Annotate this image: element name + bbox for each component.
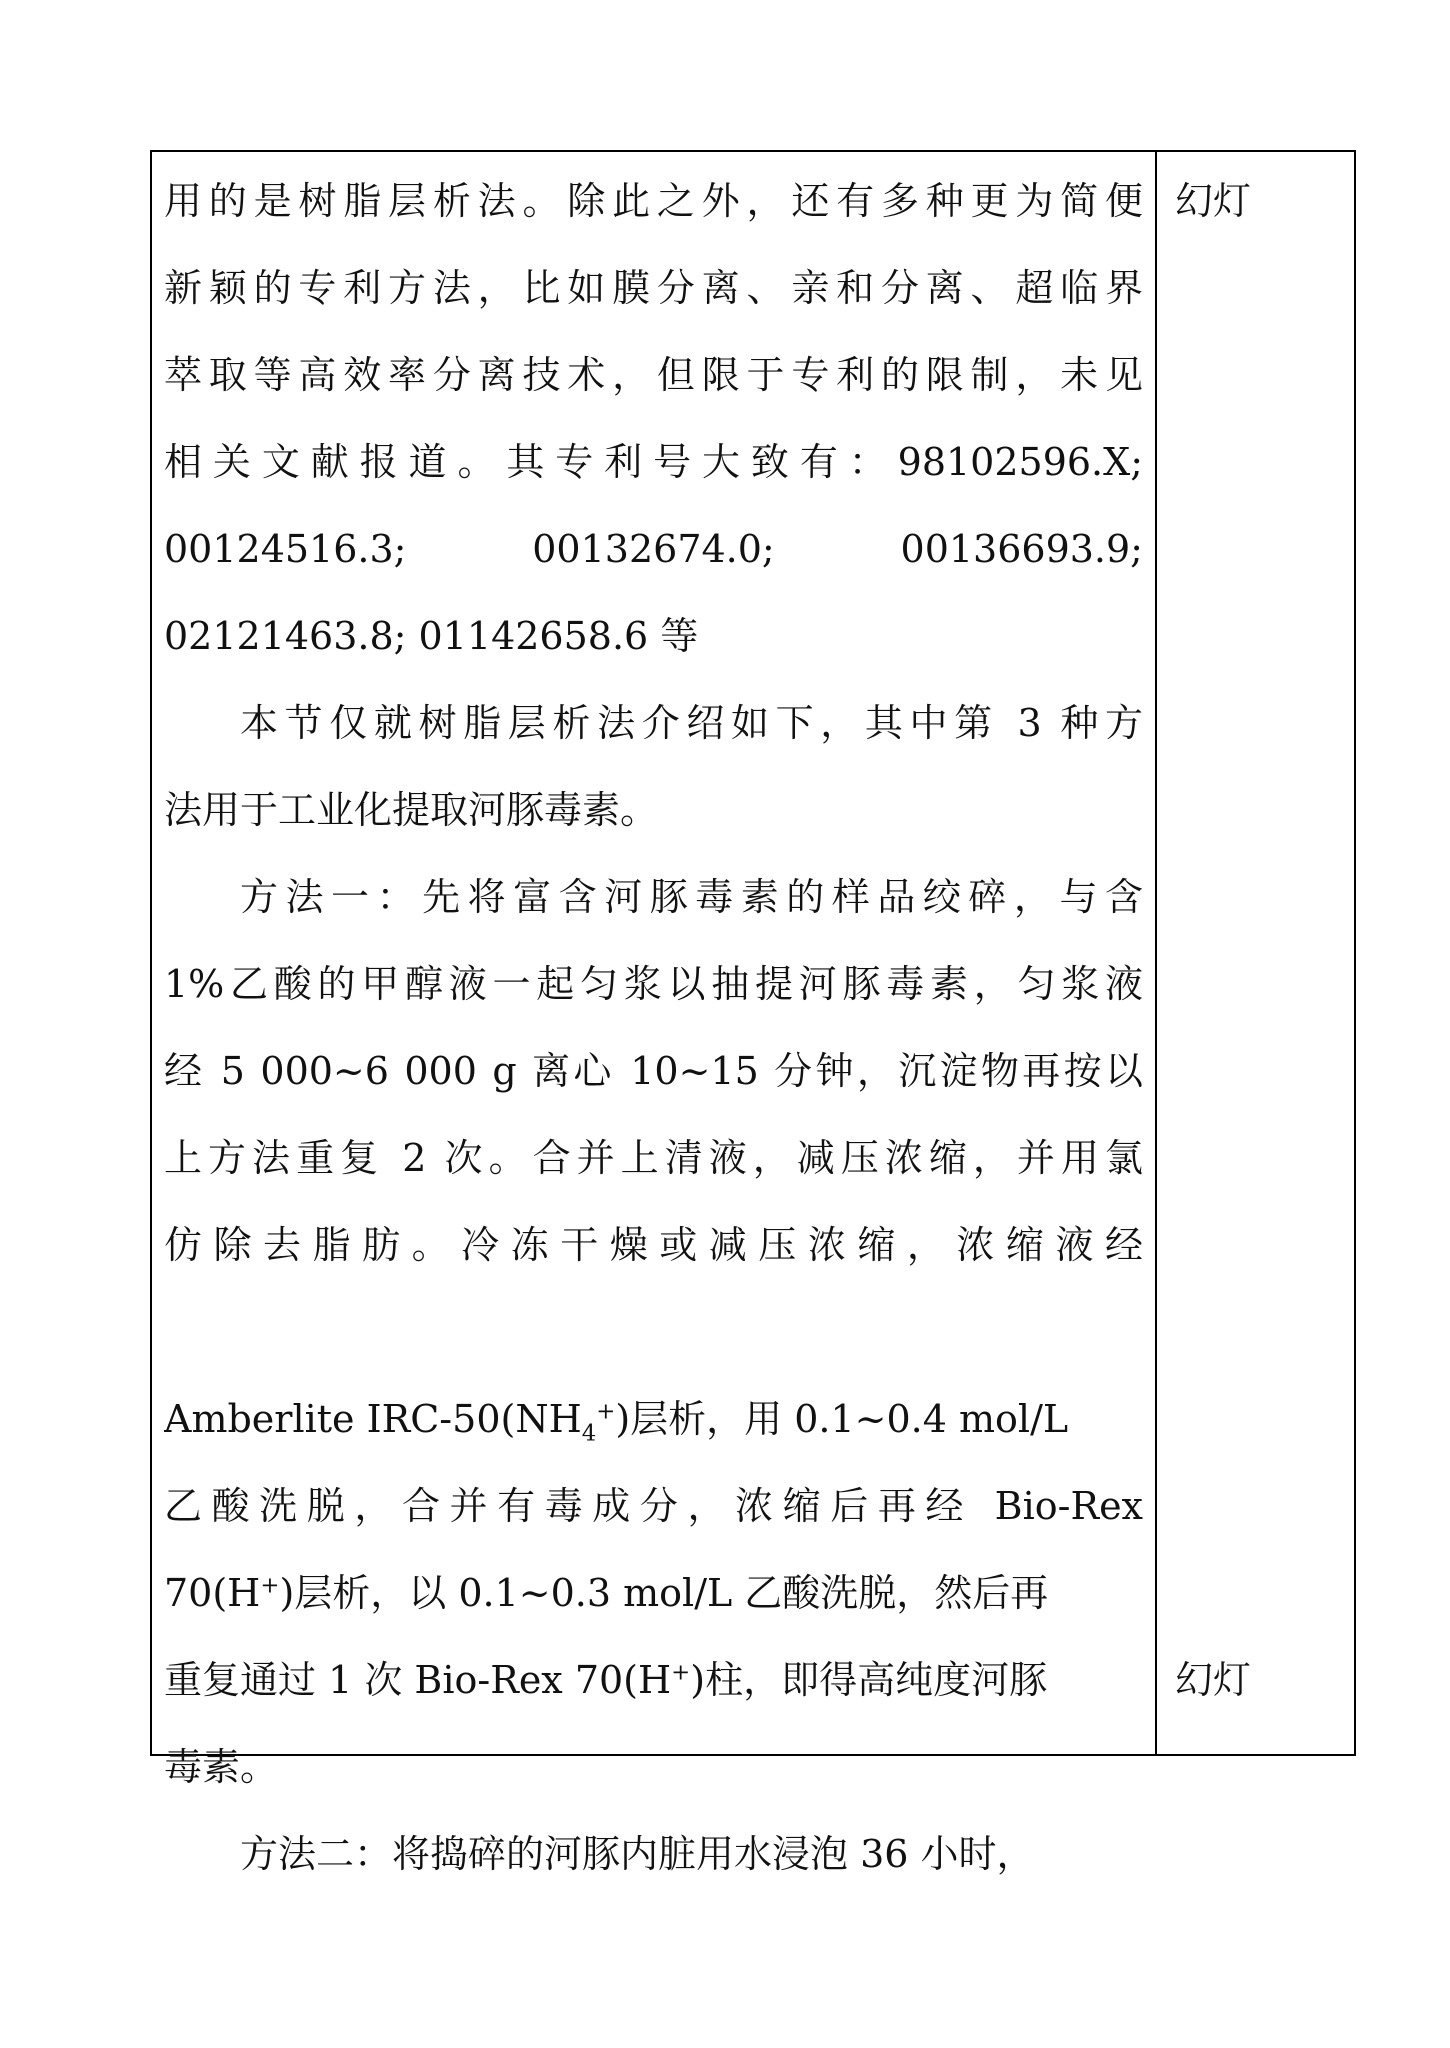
text-line [164,1637,1143,1724]
text-line [164,1550,1143,1637]
text-line: 经 5 000~6 000 g 离心 10~15 分钟，沉淀物再按以 [164,1049,1143,1093]
text-line: 02121463.8; 01142658.6 等 [164,614,699,658]
superscript: + [596,1398,616,1425]
text-segment: )柱，即得高纯度河豚 [690,1658,1048,1702]
method-one-heading-line: 方法一：先将富含河豚毒素的样品绞碎，与含 [240,875,1143,919]
text-segment: 重复通过 1 次 Bio-Rex 70(H [164,1658,672,1702]
text-segment: )层析，以 0.1~0.3 mol/L 乙酸洗脱，然后再 [279,1571,1049,1615]
superscript: + [671,1659,691,1686]
resin-line [164,1289,1143,1376]
text-line: 法用于工业化提取河豚毒素。 [164,788,659,832]
resin-line [164,1376,1143,1463]
text-line: 上方法重复 2 次。合并上清液，减压浓缩，并用氯 [164,1136,1143,1180]
text-line: 用的是树脂层析法。除此之外，还有多种更为简便 [164,179,1143,223]
text-segment: 70(H [164,1571,261,1615]
document-table [150,150,1356,1876]
paragraph-start-line: 本节仅就树脂层析法介绍如下，其中第 3 种方 [240,701,1143,745]
text-line: 毒素。 [164,1745,279,1789]
text-line: 新颖的专利方法，比如膜分离、亲和分离、超临界 [164,266,1143,310]
slide-label: 幻灯 [1175,179,1252,223]
text-line: 萃取等高效率分离技术，但限于专利的限制，未见 [164,353,1143,397]
method-two-heading-line: 方法二：将捣碎的河豚内脏用水浸泡 36 小时， [240,1832,1035,1876]
side-note-cell [1157,152,1356,1754]
text-line: 1%乙酸的甲醇液一起匀浆以抽提河豚毒素，匀浆液 [164,962,1143,1006]
text-line: 仿除去脂肪。冷冻干燥或减压浓缩，浓缩液经 [164,1223,1143,1267]
text-segment: Amberlite IRC-50(NH [164,1397,582,1441]
text-line: 相关文献报道。其专利号大致有：98102596.X; [164,440,1143,484]
main-text-cell [152,152,1157,1876]
text-line: 乙酸洗脱，合并有毒成分，浓缩后再经 Bio-Rex [164,1484,1143,1528]
text-segment: )层析，用 0.1~0.4 mol/L [615,1397,1069,1441]
patent-number-line: 00124516.3; 00132674.0; 00136693.9; [164,527,1143,571]
superscript: + [260,1572,280,1599]
slide-label: 幻灯 [1175,1658,1252,1702]
subscript: 4 [581,1420,597,1447]
